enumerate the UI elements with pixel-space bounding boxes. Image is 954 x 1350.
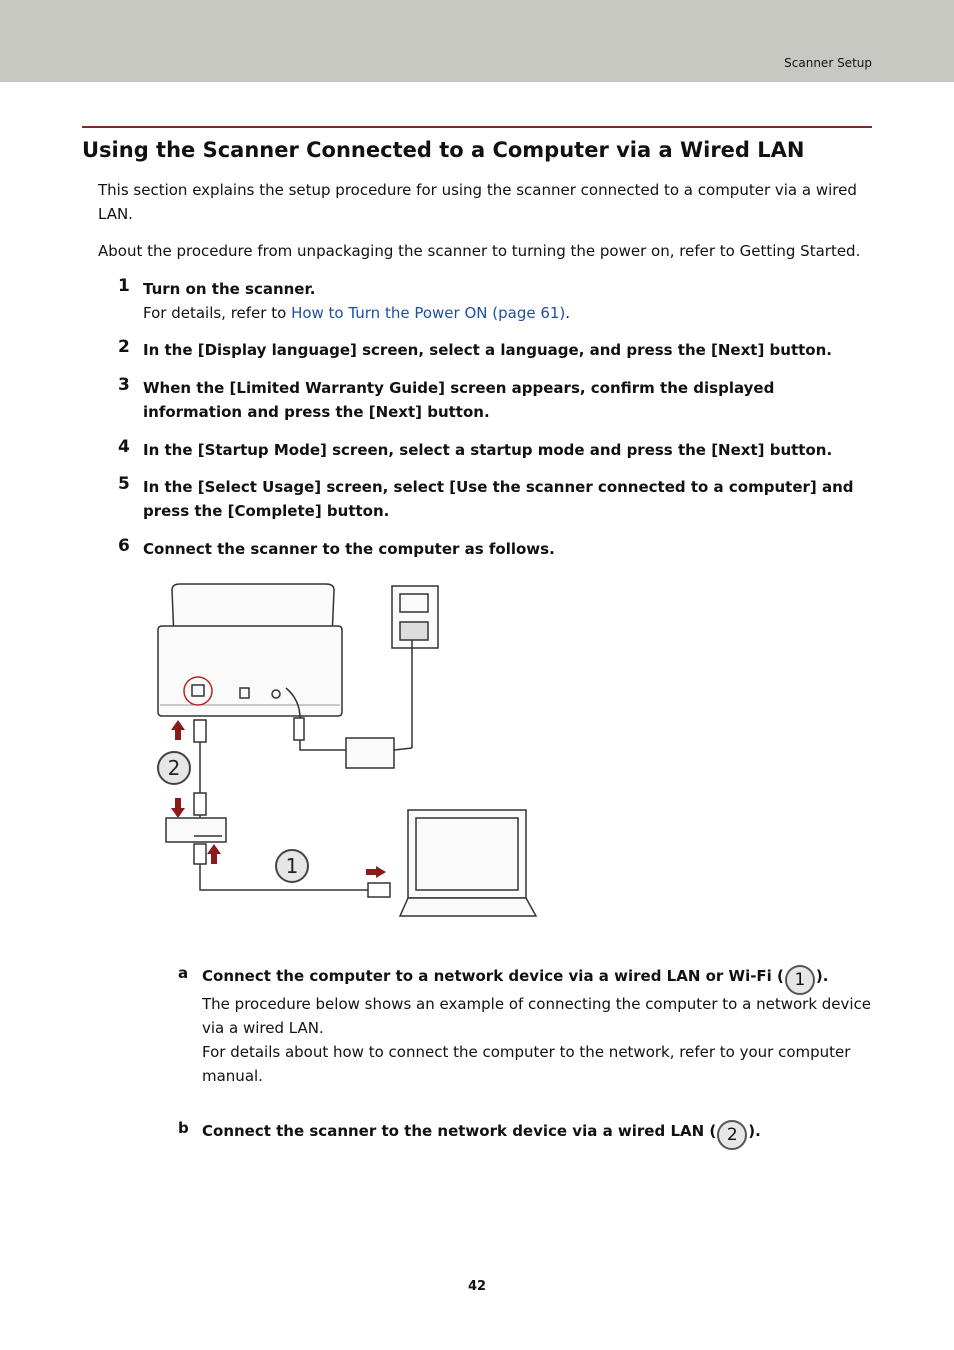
lan-cable-2	[194, 720, 206, 818]
step-1-detail-prefix: For details, refer to	[143, 304, 292, 322]
right-arrow-icon	[366, 866, 386, 878]
substep-b-text-after: ).	[748, 1122, 761, 1140]
substep-b-title	[202, 1119, 882, 1150]
badge-1-label: 1	[285, 854, 299, 878]
step-6-number: 6	[118, 536, 130, 556]
step-2-text: In the [Display language] screen, select a language, and press the [Next] button.	[143, 341, 832, 359]
step-1-text: Turn on the scanner.	[143, 280, 316, 298]
network-hub	[166, 818, 226, 842]
up-arrow-icon	[171, 720, 185, 740]
up-arrow-icon	[207, 844, 221, 864]
intro-paragraph-1: This section explains the setup procedure for using the scanner connected to a computer via a wired LAN.	[98, 181, 857, 223]
step-6-text: Connect the scanner to the computer as follows.	[143, 540, 555, 558]
step-5-number: 5	[118, 474, 130, 494]
page-number: 42	[467, 1279, 487, 1294]
power-on-link[interactable]: How to Turn the Power ON (page 61)	[291, 304, 566, 322]
header-section-label: Scanner Setup	[784, 56, 872, 70]
down-arrow-icon	[171, 798, 185, 818]
badge-2-icon: 2	[717, 1120, 747, 1150]
step-1-detail-suffix: .	[565, 304, 571, 322]
title-rule	[82, 126, 872, 128]
step-2-number: 2	[118, 337, 130, 357]
badge-2-label: 2	[167, 756, 181, 780]
step-5-text: In the [Select Usage] screen, select [Use the scanner connected to a computer] and press the [Complete] button.	[143, 478, 854, 520]
intro-paragraph-2: About the procedure from unpackaging the scanner to turning the power on, refer to Getting Started.	[98, 242, 861, 260]
connection-diagram	[150, 578, 550, 928]
step-4-number: 4	[118, 437, 130, 457]
wall-outlet	[392, 586, 438, 750]
badge-2	[158, 752, 190, 784]
scanner-illustration	[158, 584, 342, 716]
substep-a-body-1: The procedure below shows an example of connecting the computer to a network device via a wired LAN.	[202, 995, 872, 1037]
step-1-detail	[143, 301, 570, 325]
substep-a-text-before: Connect the computer to a network device via a wired LAN or Wi-Fi (	[202, 967, 784, 985]
badge-1	[276, 850, 308, 882]
laptop-illustration	[400, 810, 536, 916]
substep-b-text-before: Connect the scanner to the network device via a wired LAN (	[202, 1122, 717, 1140]
page-title: Using the Scanner Connected to a Computer via a Wired LAN	[82, 138, 805, 162]
substep-a-letter: a	[178, 964, 189, 982]
step-3-number: 3	[118, 375, 130, 395]
badge-1-icon: 1	[785, 965, 815, 995]
substep-b-letter: b	[178, 1119, 189, 1137]
substep-a-title	[202, 964, 882, 995]
step-1-number: 1	[118, 276, 130, 296]
substep-a-text-after: ).	[815, 967, 829, 985]
substep-a-body-2: For details about how to connect the computer to the network, refer to your computer manual.	[202, 1043, 851, 1085]
step-3-text: When the [Limited Warranty Guide] screen appears, confirm the displayed information and press the [Next] button.	[143, 379, 775, 421]
step-4-text: In the [Startup Mode] screen, select a startup mode and press the [Next] button.	[143, 441, 833, 459]
